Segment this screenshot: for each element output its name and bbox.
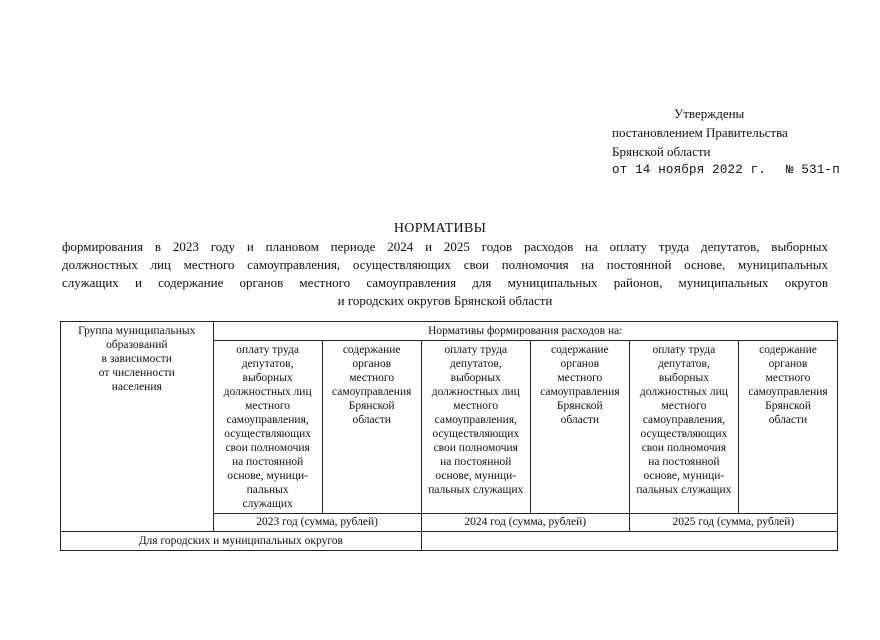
pay-header-line: пальных служащих xyxy=(428,484,524,496)
year-2023: 2023 год (сумма, рублей) xyxy=(213,514,421,532)
approval-resolution: постановлением Правительства xyxy=(612,125,788,140)
maint-header-line: местного xyxy=(349,372,395,384)
year-2025: 2025 год (сумма, рублей) xyxy=(629,514,837,532)
approval-number: № 531-п xyxy=(786,163,840,177)
maint-header-line: органов xyxy=(560,358,600,370)
pay-header-line: выборных xyxy=(242,372,293,384)
maint-header-line: самоуправления xyxy=(748,386,828,398)
maint-header-2024 xyxy=(530,341,629,514)
group-header-line: от численности xyxy=(98,367,175,379)
maint-header-line: содержание xyxy=(759,344,817,356)
maint-header-line: самоуправления xyxy=(331,386,412,398)
document-title: НОРМАТИВЫ xyxy=(393,221,487,236)
pay-header-line: выборных xyxy=(450,372,501,384)
maint-header-2023 xyxy=(322,341,421,514)
norms-table xyxy=(60,321,838,551)
pay-header-line: осуществляющих xyxy=(432,428,520,440)
approval-date-line xyxy=(612,161,840,180)
pay-header-line: выборных xyxy=(658,372,709,384)
maint-header-line: органов xyxy=(352,358,391,370)
pay-header-line: самоуправления, xyxy=(226,414,309,426)
group-header xyxy=(63,324,211,394)
year-2024: 2024 год (сумма, рублей) xyxy=(421,514,629,532)
maint-header-line: Брянской xyxy=(348,400,395,412)
group-header-line: образований xyxy=(105,339,168,351)
pay-header-line: основе, муници- xyxy=(643,470,725,482)
group-header-line: Группа муниципальных xyxy=(78,325,196,337)
pay-header-line: оплату труда xyxy=(444,344,508,356)
pay-header-line: основе, муници- xyxy=(227,470,308,482)
maint-header-line: местного xyxy=(557,372,603,384)
subtitle-line: формирования в 2023 году и плановом периоде 2024 и 2025 годов расходов на оплату труда депутатов, выборных xyxy=(62,239,828,254)
pay-header-line: депутатов, xyxy=(658,358,710,370)
pay-header-line: должностных лиц xyxy=(431,386,520,398)
pay-header-line: местного xyxy=(661,400,707,412)
maint-header-line: местного xyxy=(765,372,811,384)
section-empty xyxy=(421,532,837,551)
pay-header-line: свои полномочия xyxy=(225,442,310,454)
pay-header-line: пальных служащих xyxy=(636,484,732,496)
group-header-line: населения xyxy=(111,381,162,393)
maint-header-line: области xyxy=(352,414,391,426)
pay-header-line: местного xyxy=(453,400,499,412)
pay-header-line: местного xyxy=(245,400,291,412)
maint-header-line: Брянской xyxy=(556,400,603,412)
pay-header-line: основе, муници- xyxy=(435,470,517,482)
pay-header-line: оплату труда xyxy=(236,344,299,356)
approval-approved: Утверждены xyxy=(674,106,745,121)
pay-header-2025 xyxy=(629,341,738,514)
maint-header-2025 xyxy=(739,341,838,514)
section-label: Для городских и муниципальных округов xyxy=(61,532,422,551)
subtitle-line: служащих и содержание органов местного самоуправления для муниципальных районов, муниципальных округов xyxy=(62,275,828,290)
pay-header-line: служащих xyxy=(242,498,293,510)
pay-header-line: пальных xyxy=(246,484,289,496)
document-subtitle xyxy=(62,238,828,310)
maint-header-line: области xyxy=(768,414,808,426)
pay-header-line: свои полномочия xyxy=(433,442,518,454)
pay-header-2024 xyxy=(421,341,530,514)
pay-header-line: депутатов, xyxy=(241,358,294,370)
maint-header-line: области xyxy=(560,414,600,426)
pay-header-line: на постоянной xyxy=(440,456,512,468)
subtitle-line: должностных лиц местного самоуправления, осуществляющих свои полномочия на постоянной основе, муниципальных xyxy=(62,257,828,272)
approval-date: от 14 ноября 2022 г. xyxy=(612,163,767,177)
main-header-cell: Нормативы формирования расходов на: xyxy=(213,322,838,341)
pay-header-line: на постоянной xyxy=(231,456,304,468)
maint-header-line: содержание xyxy=(550,344,609,356)
pay-header-line: свои полномочия xyxy=(641,442,727,454)
pay-header-line: оплату труда xyxy=(652,344,716,356)
pay-header-line: должностных лиц xyxy=(223,386,312,398)
group-header-cell xyxy=(61,322,214,532)
pay-header-line: самоуправления, xyxy=(642,414,726,426)
approval-region: Брянской области xyxy=(612,144,711,159)
pay-header-line: должностных лиц xyxy=(639,386,728,398)
pay-header-line: самоуправления, xyxy=(434,414,517,426)
pay-header-line: депутатов, xyxy=(449,358,502,370)
maint-header-line: органов xyxy=(768,358,808,370)
maint-header-line: содержание xyxy=(342,344,401,356)
table-section-row xyxy=(61,532,838,551)
pay-header-line: осуществляющих xyxy=(224,428,311,440)
maint-header-line: самоуправления xyxy=(540,386,620,398)
group-header-line: в зависимости xyxy=(101,353,172,365)
pay-header-line: на постоянной xyxy=(648,456,720,468)
pay-header-2023 xyxy=(213,341,322,514)
pay-header-line: осуществляющих xyxy=(640,428,728,440)
table-header-row xyxy=(61,322,838,341)
subtitle-line: и городских округов Брянской области xyxy=(337,293,553,308)
maint-header-line: Брянской xyxy=(765,400,811,412)
approval-block xyxy=(612,104,840,180)
